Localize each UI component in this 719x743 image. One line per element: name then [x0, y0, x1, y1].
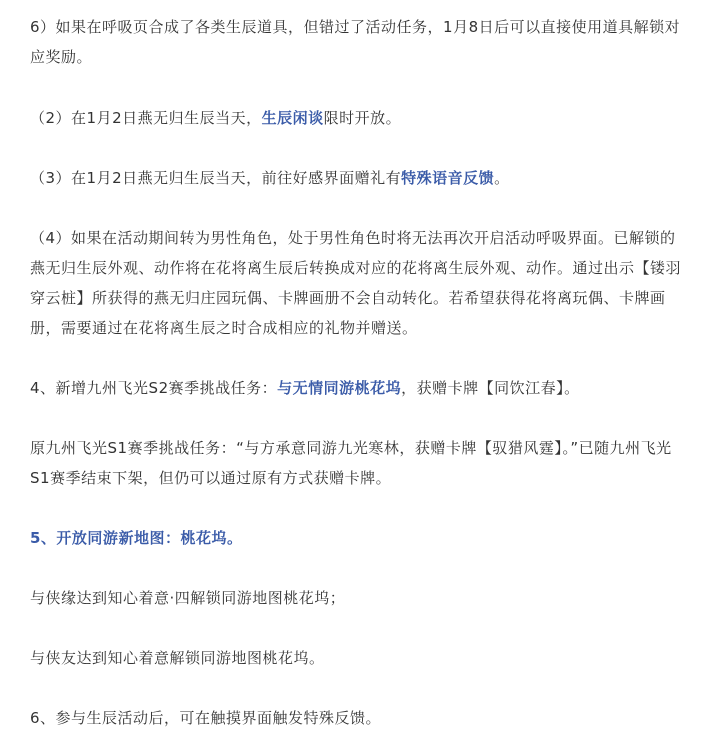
paragraph-prerequisite-note [30, 12, 690, 72]
paragraph-text: 4、新增九州飞光S2赛季挑战任务： [30, 379, 278, 397]
section-title-end: 。 [226, 529, 243, 547]
paragraph-text: 限时开放。 [323, 109, 402, 127]
paragraph-text: 。 [494, 169, 510, 187]
paragraph-text: 6、参与生辰活动后，可在触摸界面触发特殊反馈。 [30, 709, 382, 727]
paragraph-text: （2）在1月2日燕无归生辰当天， [30, 109, 262, 127]
section-heading-new-map [30, 523, 690, 553]
paragraph-birthday-chat [30, 103, 690, 133]
highlight-map-name: 桃花坞 [180, 529, 227, 547]
section-title: 5、开放同游新地图： [30, 529, 181, 547]
paragraph-s1-challenge [30, 433, 690, 493]
highlight-special-voice: 特殊语音反馈 [401, 169, 495, 187]
paragraph-gender-switch [30, 223, 690, 343]
paragraph-s2-challenge [30, 373, 690, 403]
paragraph-special-voice [30, 163, 690, 193]
paragraph-text: 6）如果在呼吸页合成了各类生辰道具，但错过了活动任务，1月8日后可以直接使用道具解锁对应奖励。 [30, 18, 681, 66]
paragraph-text: 原九州飞光S1赛季挑战任务：“与方承意同游九光寒林，获赠卡牌【驭猎风霆】。”已随九州飞光S1赛季结束下架，但仍可以通过原有方式获赠卡牌。 [30, 439, 672, 487]
paragraph-map-unlock-friend [30, 643, 690, 673]
highlight-s2-task: 与无情同游桃花坞 [277, 379, 402, 397]
paragraph-text: ，获赠卡牌【同饮江春】。 [401, 379, 580, 397]
paragraph-map-unlock-partner [30, 583, 690, 613]
paragraph-text: 与侠友达到知心着意解锁同游地图桃花坞。 [30, 649, 325, 667]
paragraph-text: （4）如果在活动期间转为男性角色，处于男性角色时将无法再次开启活动呼吸界面。已解锁的燕无归生辰外观、动作将在花将离生辰后转换成对应的花将离生辰外观、动作。通过出示【镂羽穿云桩】所获得的燕无归庄园玩偶、卡牌画册不会自动转化。若希望获得花将离玩偶、卡牌画册，需要通过在花将离生辰之时合成相应的礼物并赠送。 [30, 229, 682, 337]
paragraph-text: 与侠缘达到知心着意·四解锁同游地图桃花坞； [30, 589, 346, 607]
paragraph-touch-feedback [30, 703, 690, 733]
paragraph-text: （3）在1月2日燕无归生辰当天，前往好感界面赠礼有 [30, 169, 402, 187]
highlight-birthday-chat: 生辰闲谈 [261, 109, 324, 127]
